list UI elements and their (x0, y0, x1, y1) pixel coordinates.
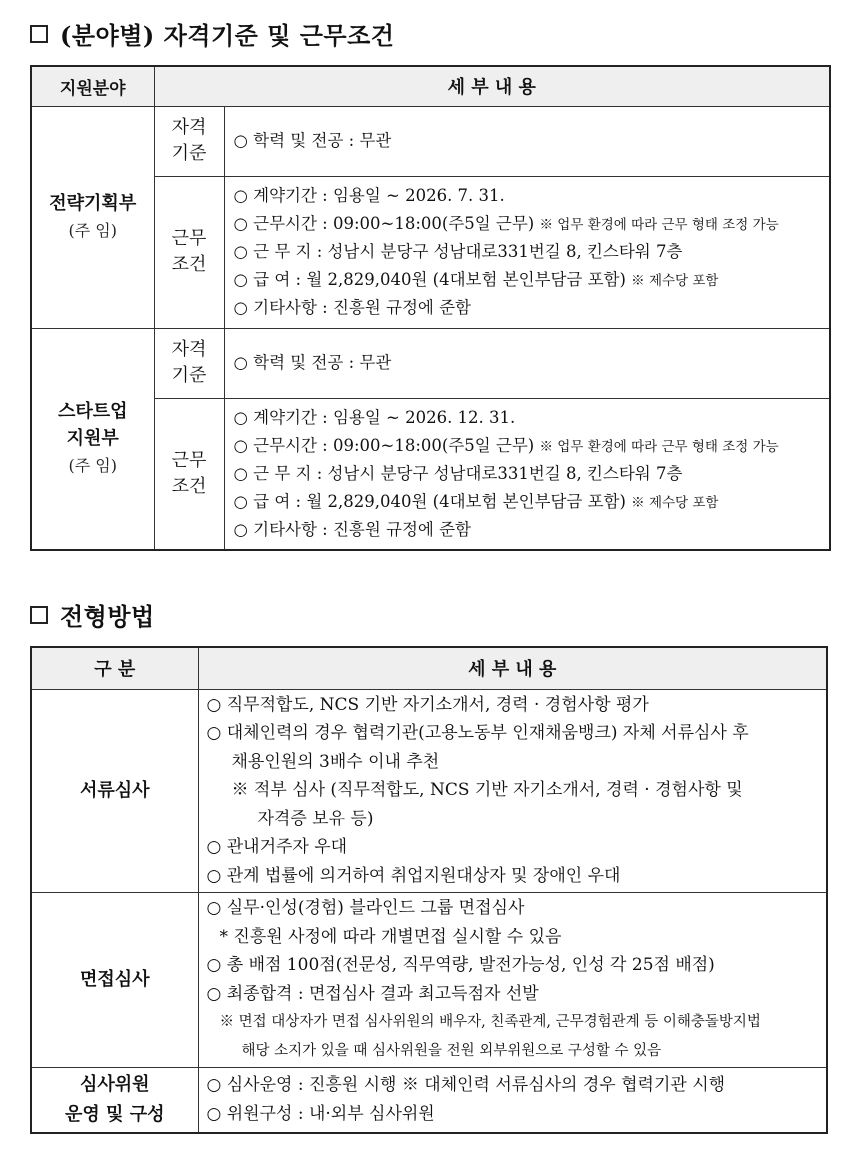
detail-line: 채용인원의 3배수 이내 추천 (231, 751, 440, 772)
cond-note: ※ 제수당 포함 (631, 494, 719, 511)
header-category: 구 분 (31, 647, 198, 689)
qual-content (224, 106, 830, 176)
selection-table (30, 646, 828, 1134)
detail-line: ○ 최종합격 : 면접심사 결과 최고득점자 선발 (206, 983, 539, 1004)
cond-line: ○ 근 무 지 : 성남시 분당구 성남대로331번길 8, 킨스타워 7층 (233, 242, 683, 261)
detail-line: * 진흥원 사정에 따라 개별면접 실시할 수 있음 (219, 926, 562, 947)
table-row (31, 892, 827, 1067)
detail-cell (198, 689, 827, 892)
detail-line: ○ 직무적합도, NCS 기반 자기소개서, 경력 · 경험사항 평가 (206, 694, 649, 715)
qual-label (154, 328, 224, 398)
cond-label (154, 176, 224, 328)
qual-label (154, 106, 224, 176)
detail-line: ○ 관계 법률에 의거하여 취업지원대상자 및 장애인 우대 (206, 865, 621, 886)
label-line: 조건 (171, 475, 207, 497)
section1-heading (30, 16, 395, 51)
table-header-row (31, 647, 827, 689)
detail-line: ※ 적부 심사 (직무적합도, NCS 기반 자기소개서, 경력 · 경험사항 및 (231, 780, 743, 801)
label-line: 근무 (171, 449, 207, 471)
header-detail: 세 부 내 용 (154, 66, 830, 106)
label-line: 근무 (171, 228, 207, 249)
cond-line: ○ 급 여 : 월 2,829,040원 (4대보험 본인부담금 포함) ※ 제수당 포함 (233, 491, 719, 511)
detail-line: ○ 대체인력의 경우 협력기관(고용노동부 인재채움뱅크) 자체 서류심사 후 (206, 723, 749, 744)
detail-line: ○ 관내거주자 우대 (206, 837, 348, 858)
cond-note: ※ 업무 환경에 따라 근무 형태 조정 가능 (539, 438, 779, 455)
checkbox-square-icon (30, 25, 48, 43)
qual-text: ○ 학력 및 전공 : 무관 (233, 131, 392, 150)
detail-line: ○ 실무·인성(경험) 블라인드 그룹 면접심사 (206, 898, 525, 918)
table-header-row (31, 66, 830, 106)
detail-line: ○ 심사운영 : 진흥원 시행 ※ 대체인력 서류심사의 경우 협력기관 시행 (206, 1075, 726, 1096)
category-cell (31, 892, 198, 1067)
category-label: 심사위원 (79, 1073, 150, 1095)
section2-title: 전형방법 (60, 602, 155, 631)
section2-heading (30, 597, 155, 632)
dept-rank: (주 임) (68, 221, 117, 240)
dept-cell (31, 328, 154, 550)
detail-line: ※ 면접 대상자가 면접 심사위원의 배우자, 친족관계, 근무경험관계 등 이해충돌방지법 (219, 1014, 761, 1030)
table-row (31, 106, 830, 176)
dept-cell (31, 106, 154, 328)
detail-cell (198, 892, 827, 1067)
dept-rank: (주 임) (68, 456, 117, 476)
detail-line: ○ 총 배점 100점(전문성, 직무역량, 발전가능성, 인성 각 25점 배점) (206, 955, 715, 975)
category-cell (31, 689, 198, 892)
checkbox-square-icon (30, 606, 48, 624)
detail-line: 자격증 보유 등) (257, 808, 374, 829)
label-line: 기준 (171, 365, 207, 386)
table-row (31, 328, 830, 398)
cond-content (224, 398, 830, 550)
category-label: 운영 및 구성 (65, 1103, 165, 1125)
cond-note: ※ 업무 환경에 따라 근무 형태 조정 가능 (539, 217, 779, 233)
table-row (31, 689, 827, 892)
detail-line: 해당 소지가 있을 때 심사위원을 전원 외부위원으로 구성할 수 있음 (241, 1042, 662, 1059)
label-line: 자격 (171, 339, 207, 360)
cond-line: ○ 급 여 : 월 2,829,040원 (4대보험 본인부담금 포함) ※ 제수당 포함 (233, 270, 719, 289)
qual-text: ○ 학력 및 전공 : 무관 (233, 353, 392, 372)
table-row (31, 1067, 827, 1133)
label-line: 자격 (171, 117, 207, 138)
cond-line: ○ 기타사항 : 진흥원 규정에 준함 (233, 519, 471, 539)
qual-content (224, 328, 830, 398)
dept-name: 지원부 (66, 428, 119, 450)
category-label: 서류심사 (79, 779, 150, 801)
cond-line: ○ 근무시간 : 09:00~18:00(주5일 근무) ※ 업무 환경에 따라 근무 형태 조정 가능 (233, 214, 779, 233)
label-line: 기준 (171, 143, 207, 164)
cond-note: ※ 제수당 포함 (631, 273, 719, 289)
dept-name: 스타트업 (57, 401, 128, 423)
cond-label (154, 398, 224, 550)
cond-line: ○ 기타사항 : 진흥원 규정에 준함 (233, 298, 471, 317)
category-label: 면접심사 (79, 968, 150, 990)
category-cell (31, 1067, 198, 1133)
cond-line: ○ 근무시간 : 09:00~18:00(주5일 근무) ※ 업무 환경에 따라 근무 형태 조정 가능 (233, 435, 779, 455)
detail-line: ○ 위원구성 : 내·외부 심사위원 (206, 1103, 435, 1124)
cond-content (224, 176, 830, 328)
header-detail: 세 부 내 용 (198, 647, 827, 689)
cond-line: ○ 계약기간 : 임용일 ~ 2026. 12. 31. (233, 407, 516, 427)
header-field: 지원분야 (31, 66, 154, 106)
detail-cell (198, 1067, 827, 1133)
cond-line: ○ 근 무 지 : 성남시 분당구 성남대로331번길 8, 킨스타워 7층 (233, 463, 683, 483)
dept-name: 전략기획부 (49, 193, 137, 214)
qualification-table (30, 65, 831, 551)
label-line: 조건 (171, 254, 207, 275)
section1-title: (분야별) 자격기준 및 근무조건 (60, 21, 395, 50)
cond-line: ○ 계약기간 : 임용일 ~ 2026. 7. 31. (233, 186, 505, 205)
